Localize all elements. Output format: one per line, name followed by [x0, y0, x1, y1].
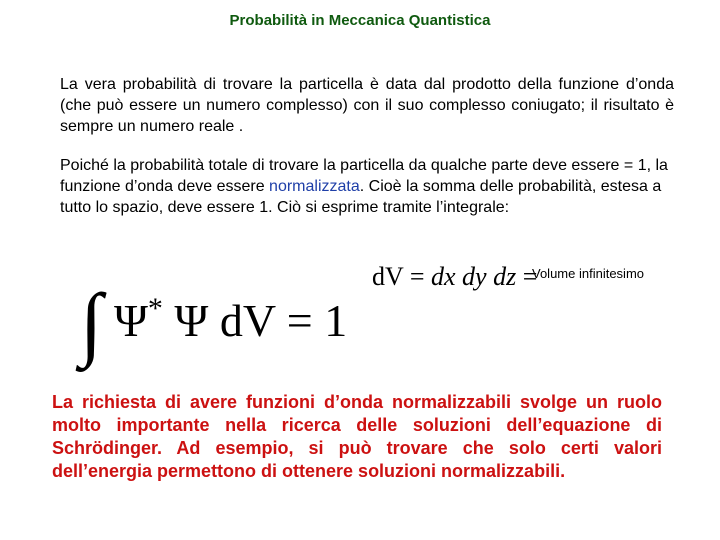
normalizzata-term: normalizzata — [269, 178, 360, 195]
volume-element: dV — [219, 295, 276, 346]
psi-symbol: Ψ — [113, 295, 148, 346]
psi-symbol-2: Ψ — [174, 295, 209, 346]
dy-term: dy — [462, 262, 487, 291]
dz-term: dz — [493, 262, 517, 291]
dv-equals: = — [409, 262, 425, 291]
volume-label: Volume infinitesimo — [532, 266, 644, 281]
page-title: Probabilità in Meccanica Quantistica — [229, 12, 491, 29]
dv-lhs: dV — [372, 262, 404, 291]
conjugate-star: * — [147, 292, 163, 325]
dx-term: dx — [430, 262, 456, 291]
paragraph-probability: La vera probabilità di trovare la particella è data dal prodotto della funzione d’onda (che può essere un numero complesso) con il suo complesso coniugato; il risultato è sempre un numero reale . — [60, 76, 674, 135]
one-value: 1 — [324, 295, 348, 346]
paragraph-normalization — [60, 155, 670, 218]
dv-equals-2: = — [522, 262, 538, 291]
paragraph-normalization-text-2: . Cioè la somma delle probabilità, estesa a tutto lo spazio, deve essere 1. Ciò si esprime tramite l’integrale: — [60, 178, 662, 216]
paragraph-normalization-text-1: Poiché la probabilità totale di trovare la particella da qualche parte deve essere = 1, la funzione d’onda deve essere — [60, 157, 668, 195]
integral-sign: ∫ — [80, 277, 103, 368]
equals-sign: = — [286, 295, 313, 346]
volume-element-definition — [372, 262, 537, 292]
normalization-integral — [80, 268, 348, 368]
conclusion-paragraph: La richiesta di avere funzioni d’onda normalizzabili svolge un ruolo molto importante nella ricerca delle soluzioni dell’equazione di Schrödinger. Ad esempio, si può trovare che solo certi valori dell’energia permettono di ottenere soluzioni normalizzabili. — [52, 392, 662, 481]
